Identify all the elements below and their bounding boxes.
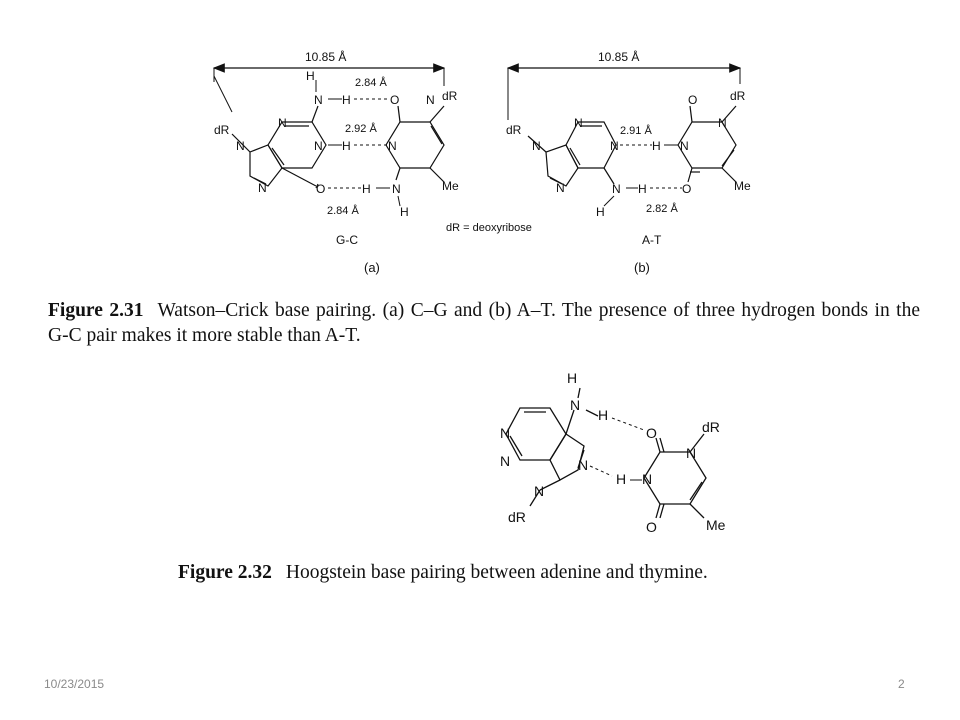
atom-h: H [652, 139, 661, 153]
atom-dr: dR [442, 89, 458, 103]
atom-n: N [236, 139, 245, 153]
hoogsteen-adenine-structure [506, 388, 598, 506]
gc-pair-diagram [214, 49, 459, 275]
at-bond1-distance: 2.91 Å [620, 125, 652, 137]
figure-2-31-label: Figure 2.31 [48, 300, 144, 321]
footer-page-number: 2 [898, 677, 905, 691]
atom-h: H [616, 471, 627, 487]
atom-n: N [314, 93, 323, 107]
hoogsteen-thymine-structure [644, 434, 706, 518]
gc-bond3-distance: 2.84 Å [327, 205, 359, 217]
figure-2-32-text: Hoogstein base pairing between adenine and thymine. [285, 562, 708, 583]
atom-dr: dR [702, 419, 720, 435]
at-bond2-distance: 2.82 Å [646, 203, 678, 215]
atom-n: N [574, 116, 583, 130]
atom-n: N [680, 139, 689, 153]
atom-o: O [682, 182, 692, 196]
figure-2-32-label: Figure 2.32 [178, 562, 272, 583]
atom-n: N [570, 397, 581, 413]
atom-n: N [556, 181, 565, 195]
gc-bond2-distance: 2.92 Å [345, 123, 377, 135]
atom-n: N [578, 457, 589, 473]
atom-o: O [688, 93, 698, 107]
atom-n: N [392, 182, 401, 196]
at-pair-diagram [506, 49, 751, 275]
atom-h: H [596, 205, 605, 219]
panel-label-b: (b) [634, 260, 650, 275]
atom-dr: dR [730, 89, 746, 103]
at-width-dimension [508, 49, 740, 120]
atom-o: O [316, 182, 326, 196]
atom-n: N [612, 182, 621, 196]
atom-n: N [500, 453, 511, 469]
at-atom-labels [506, 89, 751, 275]
gc-atom-labels [214, 69, 459, 275]
gc-pair-label: G-C [336, 233, 358, 247]
footer-date: 10/23/2015 [44, 677, 105, 691]
atom-n: N [388, 139, 397, 153]
atom-n: N [314, 139, 323, 153]
panel-label-a: (a) [364, 260, 380, 275]
atom-o: O [646, 519, 657, 535]
atom-dr: dR [506, 123, 522, 137]
gc-width-label: 10.85 Å [305, 50, 347, 64]
atom-o: O [390, 93, 400, 107]
atom-dr: dR [214, 123, 230, 137]
figure-2-32-caption [178, 560, 798, 585]
figure-2-31-caption [48, 298, 920, 348]
atom-n: N [686, 445, 697, 461]
at-width-label: 10.85 Å [598, 50, 640, 64]
hoogsteen-atom-labels [500, 370, 726, 535]
atom-n: N [534, 483, 545, 499]
atom-n: N [278, 116, 287, 130]
atom-n: N [610, 139, 619, 153]
atom-n: N [718, 116, 727, 130]
at-pair-label: A-T [642, 233, 662, 247]
atom-h: H [598, 407, 609, 423]
atom-n: N [532, 139, 541, 153]
atom-me: Me [734, 179, 751, 193]
atom-n: N [642, 471, 653, 487]
atom-n: N [258, 181, 267, 195]
adenine-structure [528, 122, 616, 186]
at-hydrogen-bonds [604, 145, 682, 206]
atom-h: H [362, 182, 371, 196]
hoogsteen-pair-diagram [500, 370, 726, 535]
atom-me: Me [442, 179, 459, 193]
figure-2-31-text: Watson–Crick base pairing. (a) C–G and (b) A–T. The presence of three hydrogen bonds in the G-C pair makes it more stable than A-T. [48, 300, 920, 346]
atom-dr: dR [508, 509, 526, 525]
atom-n: N [426, 93, 435, 107]
atom-h: H [342, 93, 351, 107]
atom-h: H [342, 139, 351, 153]
gc-width-dimension [214, 49, 444, 112]
gc-bond1-distance: 2.84 Å [355, 77, 387, 89]
atom-h: H [567, 370, 578, 386]
atom-n: N [500, 425, 511, 441]
atom-me: Me [706, 517, 726, 533]
atom-h: H [638, 182, 647, 196]
deoxyribose-legend: dR = deoxyribose [446, 222, 532, 234]
atom-h: H [400, 205, 409, 219]
atom-h: H [306, 69, 315, 83]
atom-o: O [646, 425, 657, 441]
